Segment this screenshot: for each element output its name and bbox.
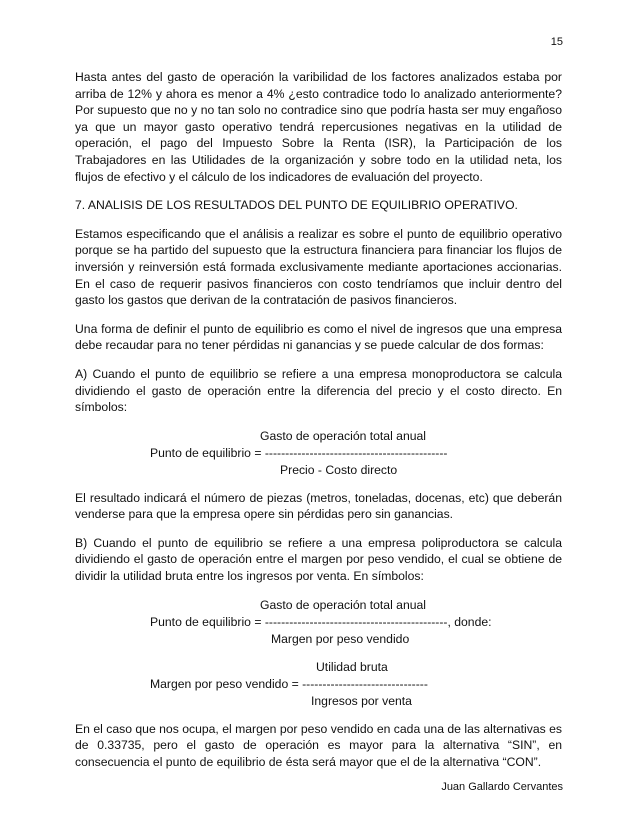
paragraph-resultado: El resultado indicará el número de piezas (metros, toneladas, docenas, etc) que deberán venderse para que la empresa opere sin pérdidas pero sin ganancias. bbox=[75, 490, 562, 522]
formula-numerator: Utilidad bruta bbox=[316, 659, 388, 674]
formula-numerator: Gasto de operación total anual bbox=[260, 597, 427, 612]
document-body bbox=[75, 69, 562, 782]
paragraph-intro: Hasta antes del gasto de operación la varibilidad de los factores analizados estaba por arriba de 12% y ahora es menor a 4% ¿esto contradice todo lo analizado anteriormente? Por supuesto que no y no tan solo no contradice sino que podría hasta ser muy engañoso ya que un mayor gasto operativo tendrá repercusiones negativas en la utilidad de operación, el pago del Impuesto Sobre la Renta (ISR), la Participación de los Trabajadores en las Utilidades de la organización y sobre todo en la utilidad neta, los flujos de efectivo y el cálculo de los indicadores de evaluación del proyecto. bbox=[75, 70, 562, 184]
paragraph-monoproductora: A) Cuando el punto de equilibrio se refiere a una empresa monoproductora se calcula dividiendo el gasto de operación entre la diferencia del precio y el costo directo. En símbolos: bbox=[75, 366, 562, 415]
page-number: 15 bbox=[550, 36, 563, 48]
formula-poliproductora bbox=[75, 597, 562, 647]
formula-lhs: Punto de equilibrio = --------------------------------------------- bbox=[150, 445, 448, 460]
formula-denominator: Ingresos por venta bbox=[311, 693, 412, 708]
footer-author: Juan Gallardo Cervantes bbox=[441, 781, 563, 793]
paragraph-conclusion: En el caso que nos ocupa, el margen por peso vendido en cada una de las alternativas es de 0.33735, pero el gasto de operación es mayor para la alternativa “SIN”, en consecuencia el punto de equilibrio de ésta será mayor que el de la alternativa “CON”. bbox=[75, 721, 562, 769]
formula-margen bbox=[75, 659, 562, 709]
formula-numerator: Gasto de operación total anual bbox=[260, 428, 427, 443]
formula-monoproductora bbox=[75, 428, 562, 478]
paragraph-poliproductora: B) Cuando el punto de equilibrio se refiere a una empresa poliproductora se calcula dividiendo el gasto de operación entre el margen por peso vendido, el cual se obtiene de dividir la utilidad bruta entre los ingresos por venta. En símbolos: bbox=[75, 535, 562, 584]
section-heading: 7. ANALISIS DE LOS RESULTADOS DEL PUNTO DE EQUILIBRIO OPERATIVO. bbox=[75, 198, 518, 213]
formula-denominator: Precio - Costo directo bbox=[280, 462, 398, 477]
formula-lhs: Punto de equilibrio = ---------------------------------------------, donde: bbox=[150, 614, 492, 629]
paragraph-operativo: Estamos especificando que el análisis a realizar es sobre el punto de equilibrio operativo porque se ha partido del supuesto que la estructura financiera para financiar los flujos de inversión y reinversión está formada exclusivamente mediante aportaciones accionarias. En el caso de requerir pasivos financieros con costo tendríamos que incluir dentro del gasto los gastos que derivan de la contratación de pasivos financieros. bbox=[75, 226, 562, 308]
formula-lhs: Margen por peso vendido = ------------------------------- bbox=[150, 676, 428, 691]
formula-denominator: Margen por peso vendido bbox=[271, 631, 410, 646]
paragraph-definicion: Una forma de definir el punto de equilibrio es como el nivel de ingresos que una empresa debe recaudar para no tener pérdidas ni ganancias y se puede calcular de dos formas: bbox=[75, 321, 562, 353]
